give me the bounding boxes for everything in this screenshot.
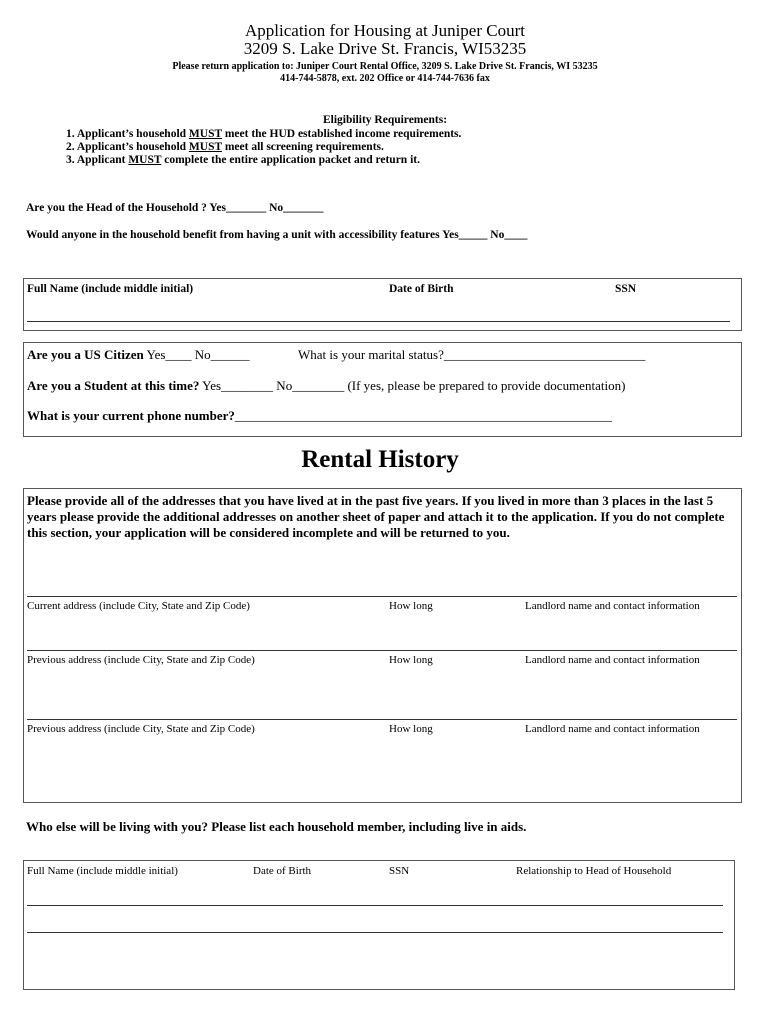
household-ssn-label: SSN (389, 865, 410, 877)
student-question[interactable]: Are you a Student at this time? Yes________ No________ (If yes, please be prepared to provide documentation) (27, 378, 626, 393)
eligibility-item: 3. Applicant MUST complete the entire application packet and return it. (66, 154, 420, 166)
current-address-label: Current address (include City, State and Zip Code) (27, 600, 250, 612)
previous-address-label: Previous address (include City, State and Zip Code) (27, 654, 255, 666)
household-entry-line[interactable] (27, 932, 723, 933)
household-dob-label: Date of Birth (253, 865, 312, 877)
previous-address-line[interactable] (27, 650, 737, 651)
eligibility-list (66, 128, 461, 167)
form-address: 3209 S. Lake Drive St. Francis, WI53235 (243, 39, 527, 58)
head-of-household-question[interactable]: Are you the Head of the Household ? Yes_______ No_______ (26, 202, 324, 214)
return-instructions: Please return application to: Juniper Court Rental Office, 3209 S. Lake Drive St. Francis, WI 53235 (172, 61, 598, 72)
contact-line: 414-744-5878, ext. 202 Office or 414-744-7636 fax (280, 73, 490, 84)
ssn-label: SSN (615, 283, 637, 295)
how-long-label: How long (389, 600, 433, 612)
dob-label: Date of Birth (389, 283, 454, 295)
eligibility-title: Eligibility Requirements: (322, 114, 448, 126)
full-name-label: Full Name (include middle initial) (27, 283, 194, 295)
household-entry-line[interactable] (27, 905, 723, 906)
applicant-entry-line[interactable] (27, 321, 730, 322)
phone-question[interactable]: What is your current phone number?__________________________________________________________ (27, 408, 612, 423)
current-address-line[interactable] (27, 596, 737, 597)
marital-status-question[interactable]: What is your marital status?_______________________________ (298, 347, 646, 362)
household-box (23, 860, 735, 990)
eligibility-item: 2. Applicant’s household MUST meet all screening requirements. (66, 141, 384, 153)
rental-history-instructions: Please provide all of the addresses that you have lived at in the past five years. If you lived in more than 3 places in the last 5 years please provide the additional addresses on another sheet of paper and attach it to the application. If you do not complete this section, your application will be considered incomplete and will be returned to you. (27, 493, 725, 540)
previous-address-label: Previous address (include City, State and Zip Code) (27, 723, 255, 735)
landlord-label: Landlord name and contact information (525, 654, 700, 666)
landlord-label: Landlord name and contact information (525, 723, 700, 735)
eligibility-item: 1. Applicant’s household MUST meet the HUD established income requirements. (66, 128, 462, 140)
how-long-label: How long (389, 654, 433, 666)
household-full-name-label: Full Name (include middle initial) (27, 865, 178, 877)
household-question: Who else will be living with you? Please list each household member, including live in aids. (26, 819, 527, 834)
accessibility-question[interactable]: Would anyone in the household benefit from having a unit with accessibility features Yes_____ No____ (26, 229, 528, 241)
how-long-label: How long (389, 723, 433, 735)
form-title: Application for Housing at Juniper Court (245, 21, 525, 40)
citizen-question[interactable]: Are you a US Citizen Yes____ No______ (27, 347, 250, 362)
household-relationship-label: Relationship to Head of Household (516, 865, 672, 877)
previous-address-line[interactable] (27, 719, 737, 720)
rental-history-heading: Rental History (301, 446, 459, 473)
landlord-label: Landlord name and contact information (525, 600, 700, 612)
